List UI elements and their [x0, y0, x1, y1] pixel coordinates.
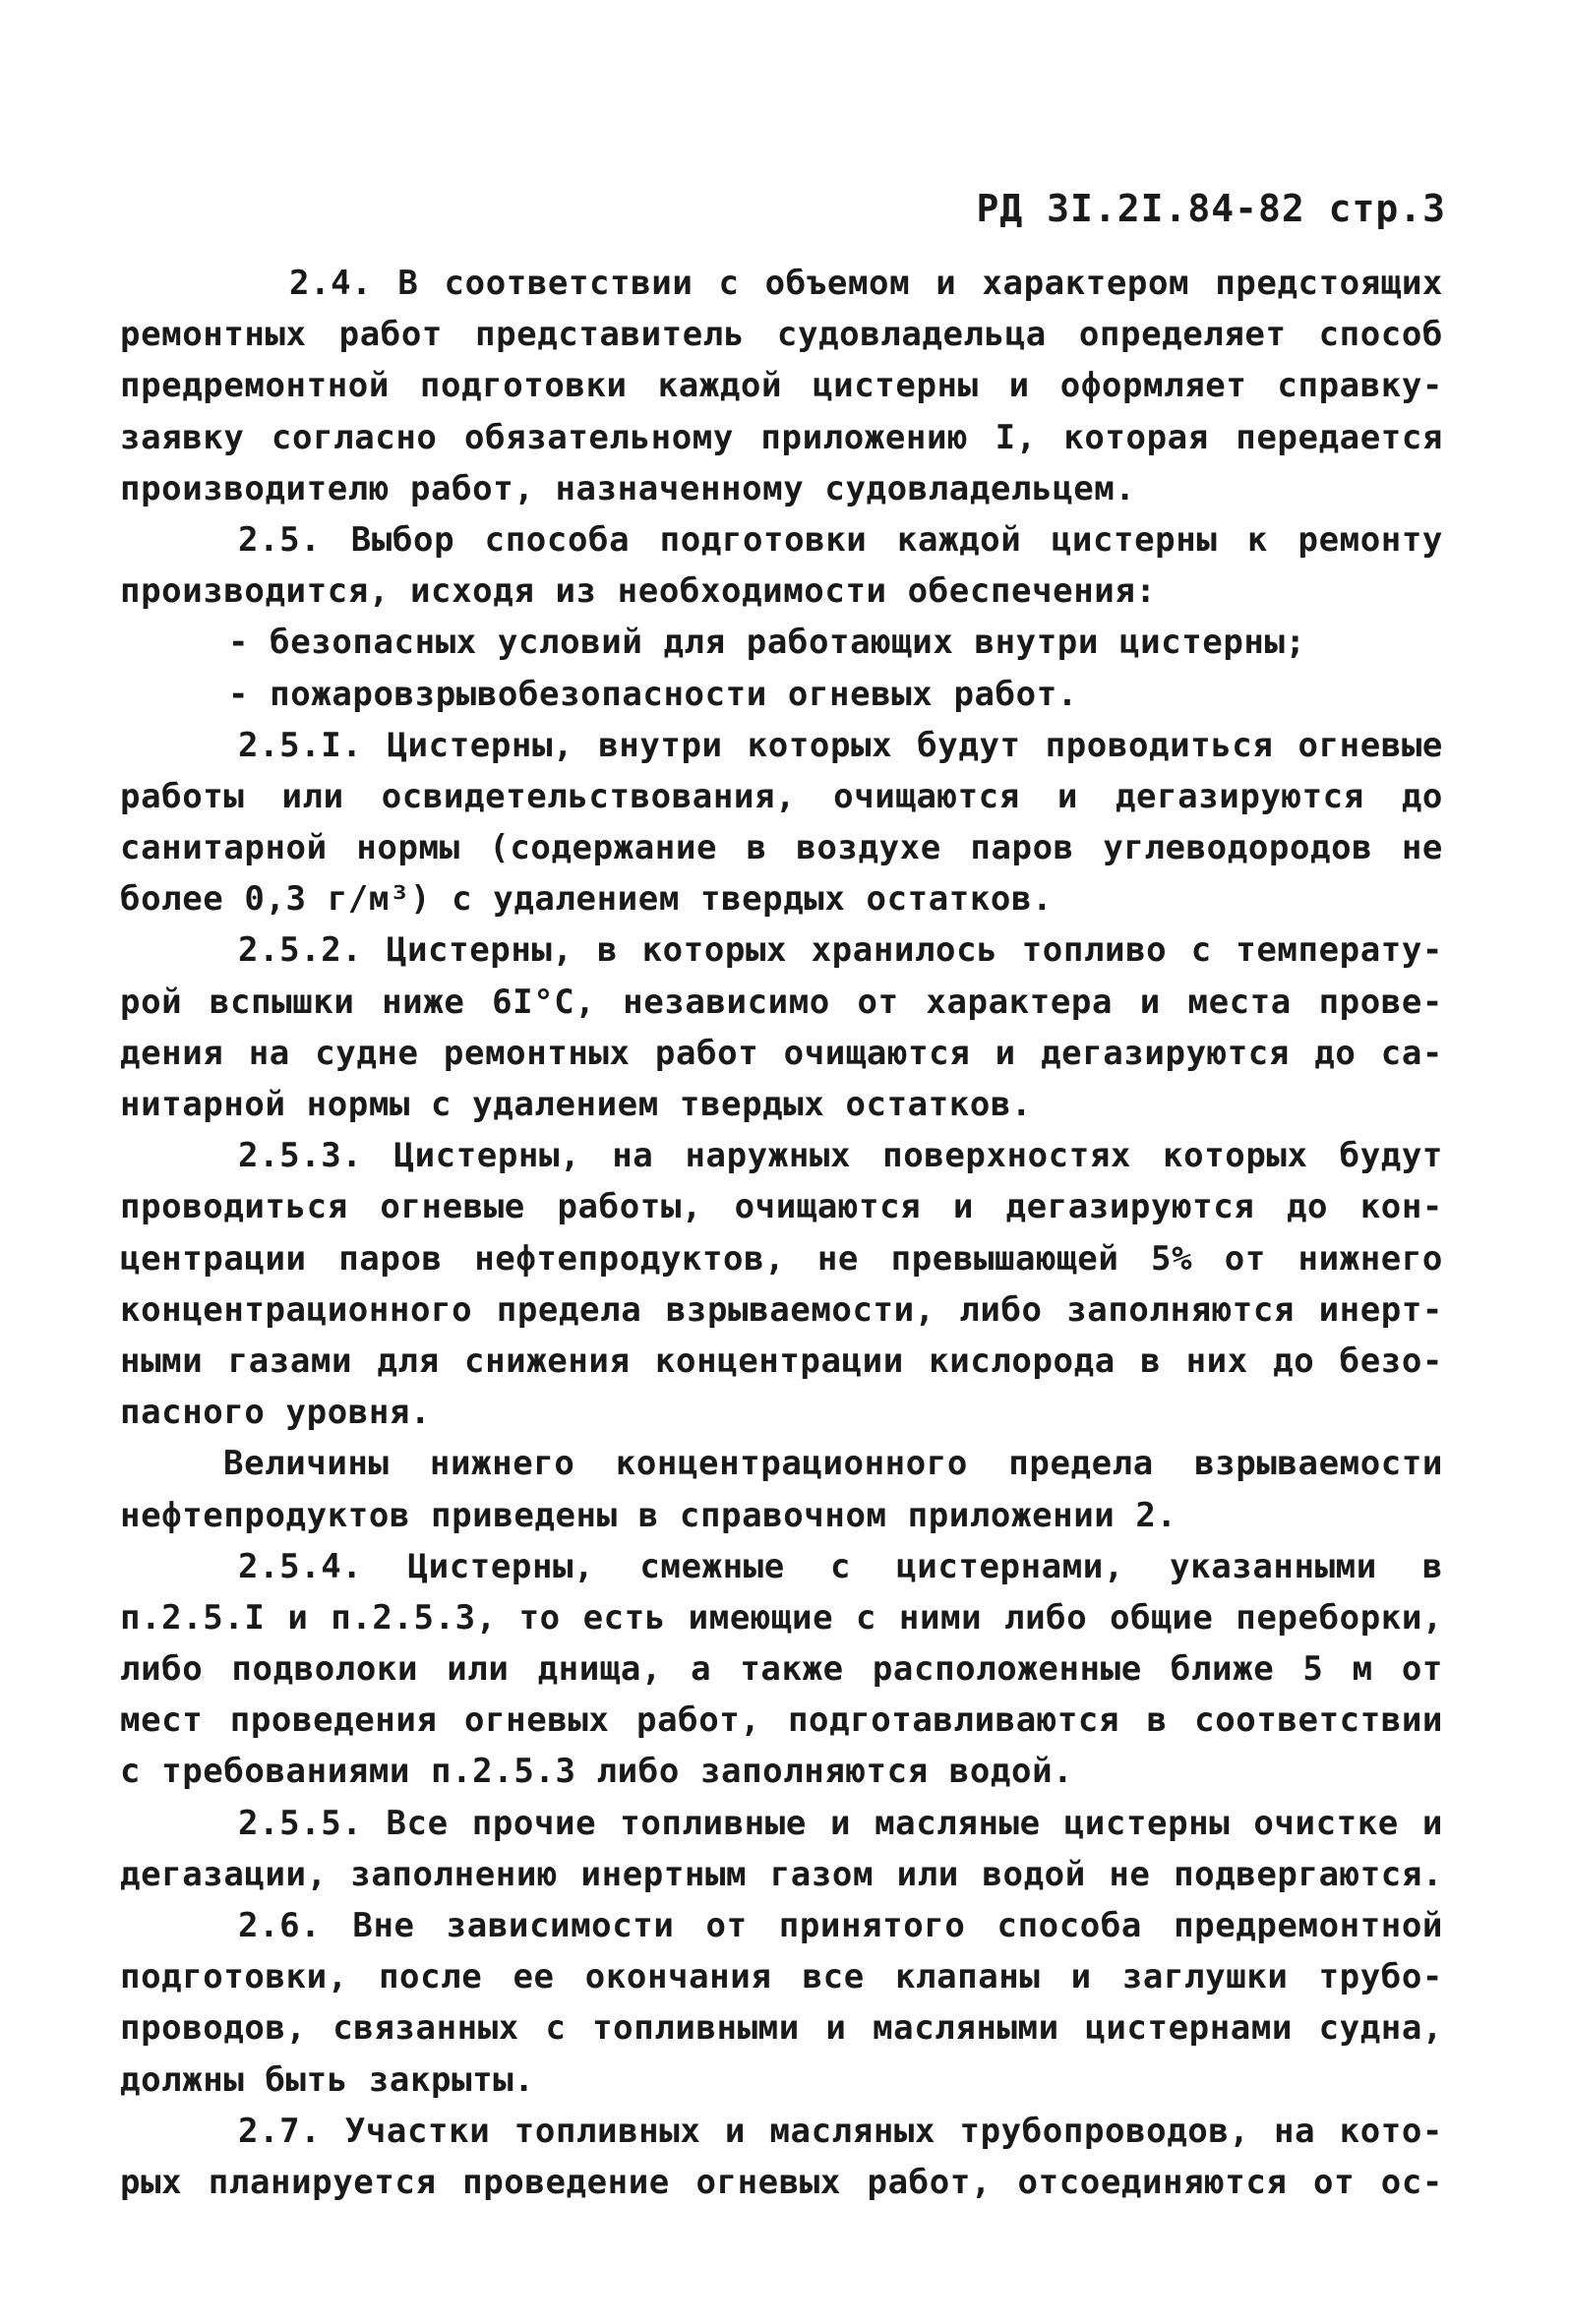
text-line: ными газами для снижения концентрации кислорода в них до безо-	[120, 1341, 1443, 1381]
text-line: пасного уровня.	[120, 1393, 432, 1433]
text-line: заявку согласно обязательному приложению I, которая передается	[120, 417, 1443, 457]
text-line: рой вспышки ниже 6I°С, независимо от характера и места прове-	[120, 982, 1443, 1022]
text-line: рых планируется проведение огневых работ, отсоединяются от ос-	[120, 2162, 1443, 2202]
text-line: 2.5.4. Цистерны, смежные с цистернами, указанными в	[238, 1546, 1443, 1586]
text-line: либо подволоки или днища, а также расположенные ближе 5 м от	[120, 1649, 1443, 1690]
text-line: должны быть закрыты.	[120, 2059, 535, 2100]
text-line: предремонтной подготовки каждой цистерны и оформляет справку-	[120, 366, 1443, 406]
text-line: проводов, связанных с топливными и масляными цистернами судна,	[120, 2008, 1443, 2049]
text-line: нефтепродуктов приведены в справочном приложении 2.	[120, 1495, 1177, 1535]
text-line: - безопасных условий для работающих внутри цистерны;	[228, 623, 1306, 663]
text-line: мест проведения огневых работ, подготавливаются в соответствии	[120, 1700, 1443, 1741]
text-line: 2.5. Выбор способа подготовки каждой цистерны к ремонту	[238, 519, 1443, 560]
text-line: дения на судне ремонтных работ очищаются и дегазируются до са-	[120, 1033, 1443, 1073]
text-line: центрации паров нефтепродуктов, не превышающей 5% от нижнего	[120, 1238, 1443, 1279]
document-header-reference: РД 3I.2I.84-82 стр.3	[976, 187, 1446, 230]
text-line: производится, исходя из необходимости обеспечения:	[120, 571, 1157, 612]
text-line: 2.7. Участки топливных и масляных трубопроводов, на кото-	[238, 2111, 1443, 2151]
text-line: более 0,3 г/м³) с удалением твердых остатков.	[120, 879, 1054, 920]
text-line: 2.4. В соответствии с объемом и характером предстоящих	[289, 264, 1443, 303]
text-line: подготовки, после ее окончания все клапаны и заглушки трубо-	[120, 1957, 1443, 1997]
text-line: санитарной нормы (содержание в воздухе паров углеводородов не	[120, 828, 1443, 868]
text-line: дегазации, заполнению инертным газом или водой не подвергаются.	[120, 1854, 1443, 1894]
text-line: производителю работ, назначенному судовладельцем.	[120, 468, 1136, 508]
text-line: 2.5.I. Цистерны, внутри которых будут проводиться огневые	[238, 725, 1443, 765]
text-line: 2.6. Вне зависимости от принятого способа предремонтной	[238, 1906, 1443, 1945]
text-line: ремонтных работ представитель судовладельца определяет способ	[120, 315, 1443, 355]
document-body	[120, 258, 1443, 2208]
text-line: работы или освидетельствования, очищаются и дегазируются до	[120, 776, 1443, 816]
text-line: проводиться огневые работы, очищаются и дегазируются до кон-	[120, 1187, 1443, 1227]
text-line: нитарной нормы с удалением твердых остатков.	[120, 1085, 1033, 1124]
text-line: с требованиями п.2.5.3 либо заполняются водой.	[120, 1752, 1074, 1792]
text-line: концентрационного предела взрываемости, либо заполняются инерт-	[120, 1289, 1443, 1330]
text-line: - пожаровзрывобезопасности огневых работ.	[228, 674, 1078, 714]
text-line: Величины нижнего концентрационного предела взрываемости	[223, 1444, 1443, 1484]
text-line: 2.5.5. Все прочие топливные и масляные цистерны очистке и	[238, 1803, 1443, 1843]
text-line: п.2.5.I и п.2.5.3, то есть имеющие с ними либо общие переборки,	[120, 1597, 1443, 1638]
text-line: 2.5.2. Цистерны, в которых хранилось топливо с температу-	[238, 930, 1443, 971]
text-line: 2.5.3. Цистерны, на наружных поверхностях которых будут	[238, 1136, 1443, 1176]
